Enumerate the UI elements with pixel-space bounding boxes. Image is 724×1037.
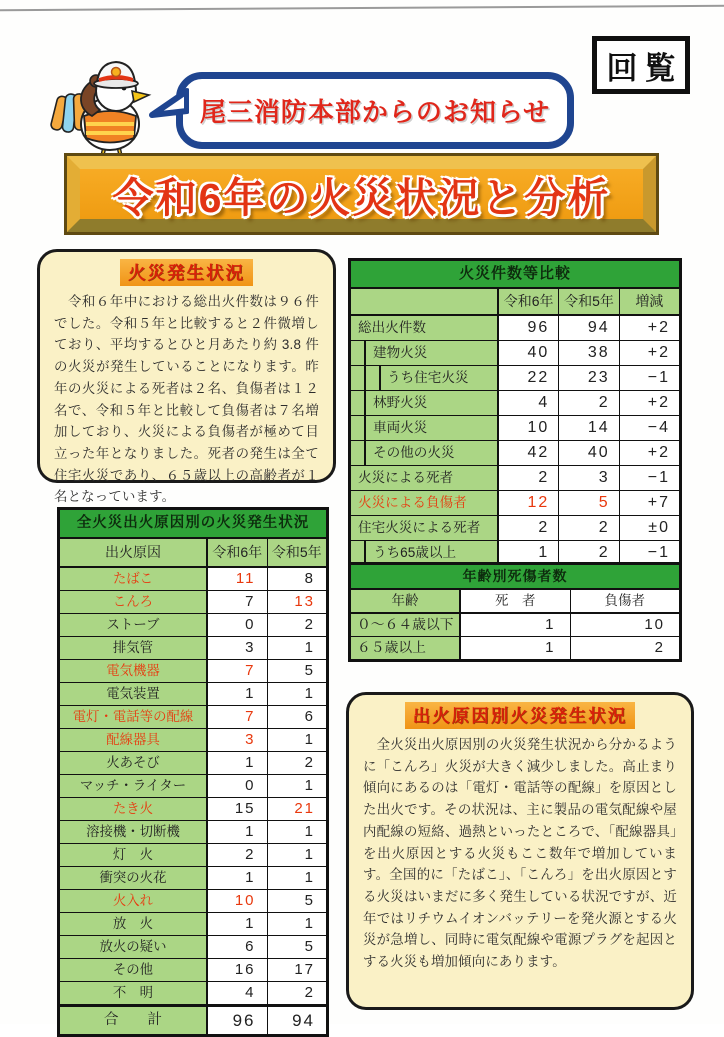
cause-row xyxy=(60,705,326,728)
value-diff: −4 xyxy=(620,416,679,440)
cause-row xyxy=(60,820,326,843)
comparison-row xyxy=(351,490,679,515)
value-reiwa5: 2 xyxy=(268,752,327,774)
value-reiwa5: 3 xyxy=(559,466,619,490)
comparison-row xyxy=(351,465,679,490)
value-deaths: 1 xyxy=(461,637,571,659)
comparison-table-header xyxy=(351,289,679,316)
value-reiwa6: 1 xyxy=(208,752,268,774)
header-reiwa5: 令和5年 xyxy=(559,289,619,314)
row-label: 車両火災 xyxy=(351,416,499,440)
row-label: 衝突の火花 xyxy=(60,867,208,889)
banner-title: 令和6年の火災状況と分析 xyxy=(112,174,611,221)
row-label: たばこ xyxy=(60,568,208,590)
fire-cause-table xyxy=(57,507,329,1037)
value-diff: +7 xyxy=(620,491,679,515)
value-reiwa6: 3 xyxy=(208,729,268,751)
value-diff: +2 xyxy=(620,316,679,340)
value-diff: +2 xyxy=(620,341,679,365)
value-reiwa5: 2 xyxy=(268,614,327,636)
row-label: その他 xyxy=(60,959,208,981)
fire-status-box-body: 令和６年中における総出火件数は９６件でした。令和５年と比較すると２件微増しており、平均するとひと月あたり約 3.8 件の火災が発生していることになります。昨年の火災による死者は２名、負傷者は１２名で、令和５年と比較して負傷者は７名増加しており、火災による負傷者が極めて目立った年となりました。死者の発生は全て住宅火災であり、６５歳以上の高齢者が１名となっています。 xyxy=(54,294,319,505)
value-reiwa6: 1 xyxy=(208,683,268,705)
row-label: 電気装置 xyxy=(60,683,208,705)
value-reiwa5: 2 xyxy=(559,516,619,540)
comparison-row xyxy=(351,415,679,440)
cause-row xyxy=(60,568,326,590)
value-reiwa5: 5 xyxy=(268,936,327,958)
row-label: 総出火件数 xyxy=(351,316,499,340)
scan-artifact-line xyxy=(0,5,724,11)
value-reiwa5: 6 xyxy=(268,706,327,728)
row-label: マッチ・ライター xyxy=(60,775,208,797)
row-label: こんろ xyxy=(60,591,208,613)
comparison-row xyxy=(351,340,679,365)
row-label: その他の火災 xyxy=(351,441,499,465)
comparison-row xyxy=(351,515,679,540)
value-reiwa6: 7 xyxy=(208,591,268,613)
value-reiwa6: 40 xyxy=(499,341,559,365)
row-label: 灯 火 xyxy=(60,844,208,866)
row-label: 火災による死者 xyxy=(351,466,499,490)
value-reiwa6: 16 xyxy=(208,959,268,981)
value-reiwa6: 1 xyxy=(499,541,559,565)
value-reiwa6: 4 xyxy=(499,391,559,415)
value-reiwa6: 2 xyxy=(499,516,559,540)
row-label: 不 明 xyxy=(60,982,208,1004)
cause-row xyxy=(60,751,326,774)
value-reiwa6: 6 xyxy=(208,936,268,958)
header-age: 年齢 xyxy=(351,590,461,612)
total-reiwa6: 96 xyxy=(208,1007,268,1034)
row-label: たき火 xyxy=(60,798,208,820)
row-label: 林野火災 xyxy=(351,391,499,415)
cause-row xyxy=(60,843,326,866)
value-diff: +2 xyxy=(620,391,679,415)
value-reiwa6: 1 xyxy=(208,821,268,843)
value-reiwa5: 1 xyxy=(268,821,327,843)
row-label: うち65歳以上 xyxy=(351,541,499,565)
age-table-title: 年齢別死傷者数 xyxy=(351,565,679,590)
row-label: 火あそび xyxy=(60,752,208,774)
value-reiwa6: 1 xyxy=(208,913,268,935)
value-reiwa6: 10 xyxy=(499,416,559,440)
row-label: ストーブ xyxy=(60,614,208,636)
value-diff: −1 xyxy=(620,466,679,490)
total-reiwa5: 94 xyxy=(268,1007,327,1034)
value-diff: −1 xyxy=(620,366,679,390)
cause-row xyxy=(60,797,326,820)
cause-total-row xyxy=(60,1004,326,1034)
comparison-table-body xyxy=(351,316,679,565)
value-injuries: 2 xyxy=(571,637,680,659)
header-diff: 増減 xyxy=(635,293,664,309)
comparison-row xyxy=(351,365,679,390)
value-reiwa5: 21 xyxy=(268,798,327,820)
cause-row xyxy=(60,728,326,751)
age-table-header xyxy=(351,590,679,614)
row-label: 配線器具 xyxy=(60,729,208,751)
row-label: 火入れ xyxy=(60,890,208,912)
value-reiwa6: 3 xyxy=(208,637,268,659)
cause-row xyxy=(60,774,326,797)
value-reiwa5: 5 xyxy=(268,890,327,912)
comparison-row xyxy=(351,390,679,415)
circulation-stamp-label: 回覧 xyxy=(606,50,683,86)
value-reiwa5: 1 xyxy=(268,683,327,705)
value-reiwa6: 0 xyxy=(208,614,268,636)
cause-analysis-box xyxy=(346,692,694,1010)
header-reiwa6: 令和6年 xyxy=(499,289,559,314)
cause-row xyxy=(60,958,326,981)
cause-row xyxy=(60,935,326,958)
value-diff: ±0 xyxy=(620,516,679,540)
value-reiwa5: 1 xyxy=(268,729,327,751)
value-reiwa5: 23 xyxy=(559,366,619,390)
row-label: 火災による負傷者 xyxy=(351,491,499,515)
value-reiwa5: 1 xyxy=(268,637,327,659)
fire-count-comparison-table xyxy=(348,258,682,568)
value-reiwa6: 4 xyxy=(208,982,268,1004)
row-label: うち住宅火災 xyxy=(351,366,499,390)
fire-status-box xyxy=(37,249,336,505)
cause-row xyxy=(60,981,326,1004)
row-label: 溶接機・切断機 xyxy=(60,821,208,843)
value-reiwa5: 14 xyxy=(559,416,619,440)
cause-row xyxy=(60,613,326,636)
casualties-by-age-table xyxy=(348,562,682,662)
value-reiwa6: 7 xyxy=(208,706,268,728)
cause-row xyxy=(60,889,326,912)
row-label: 放 火 xyxy=(60,913,208,935)
cause-row xyxy=(60,590,326,613)
value-reiwa6: 1 xyxy=(208,867,268,889)
header-reiwa5: 令和5年 xyxy=(271,544,322,560)
value-reiwa5: 1 xyxy=(268,913,327,935)
value-reiwa6: 42 xyxy=(499,441,559,465)
row-label: 排気管 xyxy=(60,637,208,659)
value-reiwa6: 7 xyxy=(208,660,268,682)
cause-analysis-box-body: 全火災出火原因別の火災発生状況から分かるように「こんろ」火災が大きく減少しました。高止まり傾向にあるのは「電灯・電話等の配線」を原因とした出火です。その状況は、主に製品の電気配線や屋内配線の短絡、過熱といったところで、「配線器具」を出火原因とする火災もここ数年で増加しています。全国的に「たばこ」、「こんろ」を出火原因とする火災はいまだに多く発生している状況ですが、近年ではリチウムイオンバッテリーを発火源とする火災が急増し、同時に電気配線や電源プラグを起因とする火災も増加傾向にあります。 xyxy=(363,737,677,970)
value-reiwa5: 17 xyxy=(268,959,327,981)
value-reiwa5: 2 xyxy=(559,541,619,565)
cause-row xyxy=(60,682,326,705)
row-label: 電気機器 xyxy=(60,660,208,682)
value-reiwa5: 1 xyxy=(268,867,327,889)
row-label: 建物火災 xyxy=(351,341,499,365)
circulation-stamp xyxy=(592,36,690,94)
header-injuries: 負傷者 xyxy=(571,590,680,612)
cause-table-header xyxy=(60,539,326,568)
row-label: ０～６４歳以下 xyxy=(351,614,461,636)
value-diff: +2 xyxy=(620,441,679,465)
value-reiwa5: 8 xyxy=(268,568,327,590)
value-reiwa6: 10 xyxy=(208,890,268,912)
value-reiwa5: 40 xyxy=(559,441,619,465)
bubble-text: 尾三消防本部からのお知らせ xyxy=(199,97,551,127)
value-reiwa6: 22 xyxy=(499,366,559,390)
main-title-banner xyxy=(67,156,656,232)
value-reiwa6: 11 xyxy=(208,568,268,590)
cause-row xyxy=(60,866,326,889)
value-reiwa6: 12 xyxy=(499,491,559,515)
value-reiwa5: 1 xyxy=(268,775,327,797)
cause-table-title: 全火災出火原因別の火災発生状況 xyxy=(60,510,326,539)
comparison-row xyxy=(351,440,679,465)
value-reiwa6: 2 xyxy=(499,466,559,490)
age-row xyxy=(351,614,679,636)
comparison-table-title: 火災件数等比較 xyxy=(351,261,679,289)
value-reiwa5: 5 xyxy=(268,660,327,682)
row-label: 電灯・電話等の配線 xyxy=(60,706,208,728)
value-reiwa5: 1 xyxy=(268,844,327,866)
row-label: ６５歳以上 xyxy=(351,637,461,659)
speech-bubble xyxy=(176,72,574,149)
cause-row xyxy=(60,659,326,682)
value-reiwa6: 2 xyxy=(208,844,268,866)
age-table-body xyxy=(351,614,679,659)
value-reiwa5: 13 xyxy=(268,591,327,613)
header-deaths: 死 者 xyxy=(461,590,571,612)
row-label: 放火の疑い xyxy=(60,936,208,958)
header-corner-cell xyxy=(351,289,499,314)
age-row xyxy=(351,636,679,659)
value-reiwa5: 2 xyxy=(268,982,327,1004)
value-reiwa5: 38 xyxy=(559,341,619,365)
speech-bubble-tail xyxy=(149,85,189,129)
value-reiwa6: 0 xyxy=(208,775,268,797)
total-label: 合 計 xyxy=(60,1007,208,1034)
value-reiwa6: 96 xyxy=(499,316,559,340)
cause-analysis-box-title: 出火原因別火災発生状況 xyxy=(405,702,636,729)
comparison-row xyxy=(351,316,679,340)
value-reiwa5: 2 xyxy=(559,391,619,415)
header-reiwa6: 令和6年 xyxy=(208,539,268,566)
cause-row xyxy=(60,912,326,935)
value-reiwa5: 5 xyxy=(559,491,619,515)
cause-row xyxy=(60,636,326,659)
cause-table-body xyxy=(60,568,326,1034)
value-deaths: 1 xyxy=(461,614,571,636)
fire-status-box-title: 火災発生状況 xyxy=(120,259,253,286)
value-diff: −1 xyxy=(620,541,679,565)
value-reiwa6: 15 xyxy=(208,798,268,820)
header-cause: 出火原因 xyxy=(60,539,208,566)
row-label: 住宅火災による死者 xyxy=(351,516,499,540)
value-injuries: 10 xyxy=(571,614,680,636)
value-reiwa5: 94 xyxy=(559,316,619,340)
